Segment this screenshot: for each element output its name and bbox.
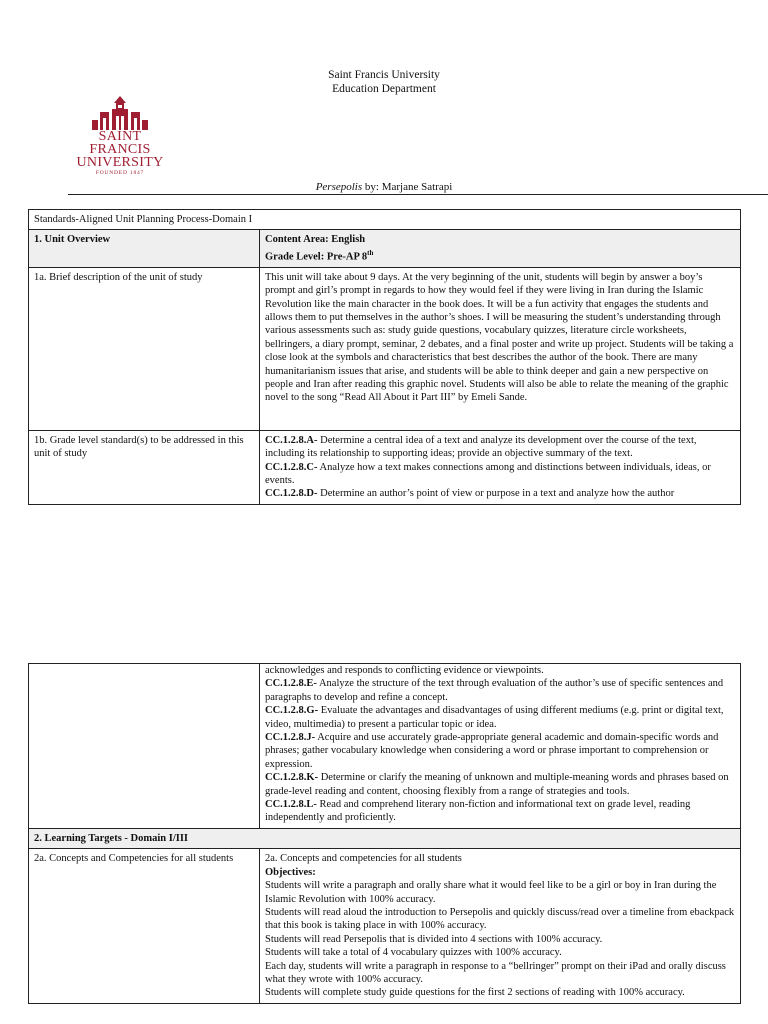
row-1b-standards-continued — [260, 664, 741, 829]
row-2a-label: 2a. Concepts and Competencies for all students — [29, 849, 260, 1003]
document-header — [0, 69, 768, 96]
objectives-label: Objectives: — [265, 866, 316, 878]
standard-item: CC.1.2.8.G- Evaluate the advantages and disadvantages of using different mediums (e.g. print or digital text, video, multimedia) to present a particular topic or idea. — [265, 705, 724, 730]
objective-item: Students will write a paragraph and orally share what it would feel like to be a girl or boy in Iran during the Islamic Revolution with 100% accuracy. — [265, 880, 717, 905]
row-1a-label: 1a. Brief description of the unit of study — [29, 267, 260, 430]
standard-item: CC.1.2.8.C- Analyze how a text makes connections among and distinctions between individuals, ideas, or events. — [265, 461, 711, 486]
standard-continued-text: acknowledges and responds to conflicting evidence or viewpoints. — [265, 665, 544, 676]
standard-item: CC.1.2.8.K- Determine or clarify the meaning of unknown and multiple-meaning words and phrases based on grade-level reading and content, choosing flexibly from a range of strategies and tools. — [265, 772, 729, 797]
row-1a-description: This unit will take about 9 days. At the very beginning of the unit, students will begin by answer a boy’s prompt and girl’s prompt in regards to how they would feel if they were living in Iran during the Islamic Revolution like the main character in the book does. It will be a fun activity that engages the students and allows them to put themselves in the author’s shoes. I will be measuring the student’s understanding through various assessments such as: study guide questions, vocabulary quizzes, literature circle worksheets, bellringers, a diary prompt, seminar, 2 debates, and a final poster and write up project. Students will be taking a close look at the symbols and characteristics that best describes the author of the book. There are many humanitarianism issues that arise, and students will be able to think deeper and gain a new perspective on people and Iran after reading this graphic novel. Students will also be able to relate the meaning of the graphic novel to the song “Read All About it Part III” by Emeli Sande. — [260, 267, 741, 430]
standard-item: CC.1.2.8.D- Determine an author’s point of view or purpose in a text and analyze how the author — [265, 488, 675, 500]
standard-item: CC.1.2.8.J- Acquire and use accurately grade-appropriate general academic and domain-specific words and phrases; gather vocabulary knowledge when considering a word or phrase important to comprehension or expression. — [265, 732, 719, 770]
university-name: Saint Francis University — [328, 69, 440, 81]
objective-item: Students will read Persepolis that is divided into 4 sections with 100% accuracy. — [265, 933, 603, 945]
book-title: Persepolis — [315, 181, 363, 193]
university-logo — [68, 96, 172, 176]
grade-level: Grade Level: Pre-AP 8th — [265, 248, 374, 263]
row-1b-label: 1b. Grade level standard(s) to be addressed in this unit of study — [29, 430, 260, 504]
unit-overview-label: 1. Unit Overview — [29, 230, 260, 267]
row-1b-standards — [260, 430, 741, 504]
objective-item: Students will complete study guide questions for the first 2 sections of reading with 100% accuracy. — [265, 987, 685, 999]
page-2 — [0, 580, 768, 1024]
row-1b-label-continued — [29, 664, 260, 829]
document-subtitle — [0, 181, 768, 193]
objective-item: Students will take a total of 4 vocabulary quizzes with 100% accuracy. — [265, 947, 562, 959]
content-area: Content Area: English — [265, 234, 366, 246]
table-title: Standards-Aligned Unit Planning Process-Domain I — [29, 210, 741, 230]
standard-item: CC.1.2.8.L- Read and comprehend literary non-fiction and informational text on grade level, reading independently and proficiently. — [265, 799, 691, 824]
logo-line-1: SAINT FRANCIS — [89, 129, 151, 157]
unit-planning-table-continued — [28, 663, 741, 1004]
row-2a-heading: 2a. Concepts and competencies for all students — [265, 853, 462, 865]
learning-targets-label: 2. Learning Targets - Domain I/III — [29, 828, 741, 848]
unit-planning-table — [28, 209, 741, 505]
standard-item: CC.1.2.8.E- Analyze the structure of the text through evaluation of the author’s use of specific sentences and paragraphs to develop and refine a concept. — [265, 678, 724, 703]
logo-founded: FOUNDED 1847 — [95, 170, 145, 176]
objective-item: Students will read aloud the introduction to Persepolis and quickly discuss/read over a timeline from ebackpack that this book is taking place in with 100% accuracy. — [265, 906, 735, 932]
objective-item: Each day, students will write a paragraph in response to a “bellringer” prompt on their iPad and orally discuss what they wrote with 100% accuracy. — [265, 960, 726, 985]
department-name: Education Department — [332, 82, 436, 95]
row-2a-content — [260, 849, 741, 1003]
header-divider — [68, 194, 768, 195]
chapel-logo-icon — [90, 96, 150, 130]
standard-item: CC.1.2.8.A- Determine a central idea of a text and analyze its development over the course of the text, including its relationship to supporting ideas; provide an objective summary of the text. — [265, 434, 697, 460]
author-credit: by: Marjane Satrapi — [362, 181, 453, 193]
logo-line-2: UNIVERSITY — [76, 155, 164, 170]
unit-overview-info — [260, 230, 741, 267]
